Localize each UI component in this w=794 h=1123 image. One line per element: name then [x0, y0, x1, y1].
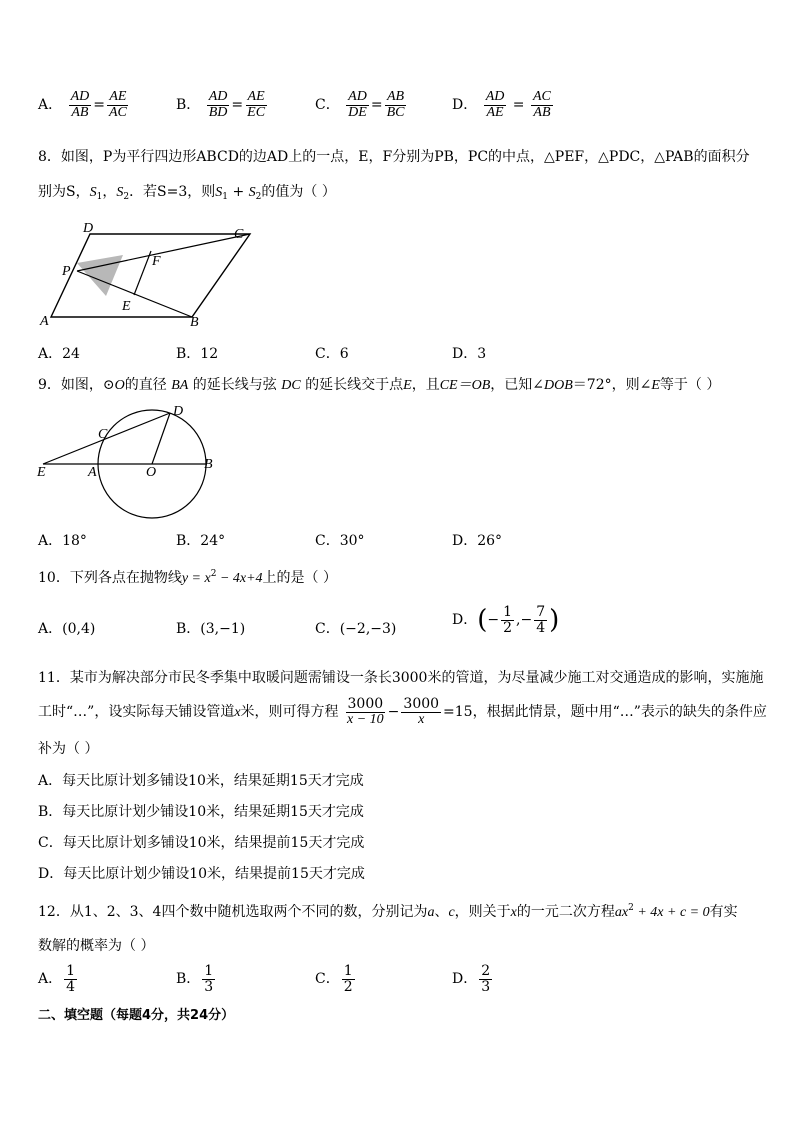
- q8-option-c: C．6: [315, 346, 349, 362]
- fraction: [501, 605, 514, 635]
- text: 等于（ ）: [659, 377, 721, 393]
- text: 别为S，: [38, 184, 90, 200]
- denominator: 3: [204, 978, 214, 995]
- fraction: [342, 964, 355, 994]
- numerator: 1: [503, 604, 513, 620]
- text: −: [387, 704, 400, 721]
- text: 的一元二次方程: [516, 904, 615, 920]
- denominator: BD: [208, 104, 228, 120]
- q12-line1: [38, 901, 738, 921]
- option-label: B．: [176, 621, 201, 637]
- parallelogram-figure: [30, 215, 260, 335]
- label-e: E: [37, 465, 46, 480]
- text: 的直径: [124, 377, 167, 393]
- q11-line1: 11．某市为解决部分市民冬季集中取暖问题需铺设一条长3000米的管道，为尽量减少施工对交通造成的影响，实施施: [38, 670, 764, 686]
- q9-option-b: B．24°: [176, 533, 226, 549]
- text: ,−: [516, 612, 533, 629]
- label-c: C: [234, 227, 244, 242]
- denominator: 4: [536, 619, 546, 636]
- option-label: A．: [38, 971, 63, 988]
- numerator: 1: [204, 963, 214, 979]
- numerator: 3000: [347, 696, 384, 712]
- q10-line: [38, 567, 337, 587]
- numerator: AE: [247, 89, 265, 104]
- q9-option-d: D．26°: [452, 533, 503, 549]
- fraction: [385, 90, 407, 120]
- fraction: [64, 964, 77, 994]
- numerator: 1: [343, 963, 353, 979]
- subscript: 1: [222, 192, 229, 202]
- text: ，且: [411, 377, 440, 393]
- q11-option-c: C．每天比原计划多铺设10米，结果提前15天才完成: [38, 835, 365, 851]
- text: 10．下列各点在抛物线: [38, 570, 182, 586]
- text: 上的是（ ）: [262, 570, 337, 586]
- denominator: 2: [503, 619, 513, 636]
- q10-option-a: [38, 618, 95, 638]
- denominator: x − 10: [347, 711, 384, 727]
- text: 的值为（ ）: [261, 184, 336, 200]
- text: 有实: [709, 904, 738, 920]
- label-e: E: [122, 299, 131, 314]
- symbol: S: [215, 185, 223, 200]
- denominator: x: [418, 711, 425, 727]
- fraction: [346, 90, 369, 120]
- point: (0,4): [62, 621, 96, 637]
- symbol: S: [89, 185, 97, 200]
- option-label: D．: [452, 97, 478, 114]
- text: 米，则可得方程: [240, 704, 339, 721]
- option-label: D．: [452, 971, 478, 988]
- denominator: DE: [348, 104, 367, 120]
- numerator: 3000: [403, 696, 440, 712]
- q12-option-b: [176, 964, 217, 994]
- text: +: [232, 184, 245, 200]
- numerator: 2: [481, 963, 491, 979]
- symbol: x: [234, 705, 241, 721]
- denominator: AE: [486, 104, 504, 120]
- text: 的延长线与弦: [192, 377, 277, 393]
- q7-option-c: C． $\frac{AD}{DE}$ = $\frac{AB}{BC}$: [315, 89, 405, 120]
- text: 、: [434, 904, 449, 920]
- symbol: O: [114, 378, 125, 393]
- text: 9．如图，⊙: [38, 377, 115, 393]
- denominator: BC: [386, 104, 405, 120]
- text: ，则关于: [454, 904, 511, 920]
- symbol: CE＝OB: [439, 378, 491, 393]
- numerator: AD: [70, 89, 90, 104]
- label-b: B: [190, 315, 199, 330]
- q8-option-a: A．24: [38, 346, 80, 362]
- parallelogram-abcd: [51, 234, 250, 317]
- text: 12．从1、2、3、4四个数中随机选取两个不同的数，分别记为: [38, 904, 428, 920]
- option-label: C．: [315, 621, 340, 637]
- q12-option-d: [452, 964, 494, 994]
- subscript: 2: [123, 192, 130, 202]
- denominator: 4: [66, 978, 76, 995]
- denominator: 2: [343, 978, 353, 995]
- q9-option-a: A．18°: [38, 533, 87, 549]
- fraction: [345, 697, 386, 727]
- text: −: [487, 612, 500, 629]
- q10-option-c: [315, 618, 396, 638]
- symbol: DC: [281, 378, 301, 393]
- q12-option-a: [38, 964, 79, 994]
- denominator: EC: [247, 104, 266, 120]
- label-f: F: [152, 254, 161, 269]
- text: ，已知∠: [490, 377, 544, 393]
- label-d: D: [83, 221, 94, 236]
- label-a: A: [88, 465, 97, 480]
- option-label: B．: [176, 971, 201, 988]
- equation: y = x: [181, 571, 211, 586]
- point: (3,−1): [200, 621, 246, 637]
- text: 工时“…”，设实际每天铺设管道: [38, 704, 235, 721]
- point: (−2,−3): [339, 621, 397, 637]
- fraction: [245, 90, 267, 120]
- text: ．若S=3，则: [129, 184, 216, 200]
- circle-figure: [30, 400, 230, 525]
- q12-option-c: [315, 964, 357, 994]
- symbol: a: [427, 905, 435, 920]
- q11-option-b: B．每天比原计划少铺设10米，结果延期15天才完成: [38, 804, 364, 820]
- option-label: C．: [315, 971, 340, 988]
- fraction: [484, 90, 507, 120]
- numerator: AD: [348, 89, 367, 104]
- numerator: AE: [109, 89, 127, 104]
- fraction: [531, 90, 553, 120]
- denominator: 3: [481, 978, 491, 995]
- fraction: [534, 605, 547, 635]
- symbol: c: [448, 905, 455, 920]
- q7-option-d: D． $\frac{AD}{AE}$ = $\frac{AC}{AB}$: [452, 89, 551, 120]
- denominator: AB: [71, 104, 89, 120]
- option-label: D．: [452, 612, 478, 629]
- symbol: DOB: [544, 378, 573, 393]
- label-a: A: [40, 314, 49, 329]
- symbol: S: [116, 185, 124, 200]
- segment-pc: [77, 234, 250, 271]
- shaded-triangle-pef: [77, 255, 123, 296]
- numerator: 7: [536, 604, 546, 620]
- q11-option-a: A．每天比原计划多铺设10米，结果延期15天才完成: [38, 773, 364, 789]
- text: =15，根据此情景，题中用“…”表示的缺失的条件应: [443, 704, 767, 721]
- fraction: [107, 90, 129, 120]
- fraction: [69, 90, 92, 120]
- numerator: 1: [66, 963, 76, 979]
- fraction: [202, 964, 215, 994]
- q9-line: [38, 374, 720, 394]
- q8-option-d: D．3: [452, 346, 487, 362]
- q10-option-d: D．(− $\frac{1}{2}$ ,− $\frac{7}{4}$ ): [452, 604, 560, 636]
- q12-line2: 数解的概率为（ ）: [38, 938, 155, 954]
- label-d: D: [173, 404, 184, 419]
- numerator: AD: [485, 89, 505, 104]
- q11-line2: [38, 697, 767, 727]
- equation: ax: [614, 905, 629, 920]
- q8-line2: [38, 181, 336, 202]
- superscript: 2: [210, 569, 217, 579]
- symbol: E: [651, 378, 660, 393]
- q11-option-d: D．每天比原计划少铺设10米，结果提前15天才完成: [38, 866, 365, 882]
- option-label: A．: [38, 621, 63, 637]
- q9-option-c: C．30°: [315, 533, 365, 549]
- equation: − 4x+4: [216, 571, 263, 586]
- numerator: AD: [208, 89, 228, 104]
- subscript: 1: [96, 192, 103, 202]
- label-o: O: [146, 465, 157, 480]
- symbol: BA: [171, 378, 189, 393]
- numerator: AC: [533, 89, 551, 104]
- text: 的延长线交于点: [305, 377, 404, 393]
- denominator: AC: [108, 104, 127, 120]
- symbol: x: [510, 905, 517, 920]
- label-p: P: [62, 264, 71, 279]
- q11-line3: 补为（ ）: [38, 741, 99, 757]
- denominator: AB: [533, 104, 551, 120]
- q7-option-b: B． $\frac{AD}{BD}$ = $\frac{AE}{EC}$: [176, 89, 266, 120]
- q7-option-a: A． $\frac{AD}{AB}$ = $\frac{AE}{AC}$: [38, 89, 127, 120]
- fraction: [401, 697, 441, 727]
- text: ＝72°，则∠: [572, 377, 652, 393]
- section-heading: 二、填空题（每题4分，共24分）: [38, 1008, 235, 1023]
- numerator: AB: [386, 89, 405, 104]
- label-b: B: [204, 457, 213, 472]
- line-od: [152, 413, 170, 464]
- label-c: C: [98, 427, 108, 442]
- equation: + 4x + c = 0: [633, 905, 710, 920]
- q8-option-b: B．12: [176, 346, 219, 362]
- fraction: [207, 90, 230, 120]
- q10-option-b: [176, 618, 245, 638]
- option-label: A．: [38, 97, 63, 114]
- q8-line1: 8．如图，P为平行四边形ABCD的边AD上的一点，E，F分别为PB，PC的中点，△PEF，△PDC，△PAB的面积分: [38, 149, 750, 165]
- text: ，: [102, 184, 117, 200]
- symbol: E: [403, 378, 412, 393]
- subscript: 2: [255, 192, 262, 202]
- option-label: B．: [176, 97, 201, 114]
- fraction: [479, 964, 492, 994]
- option-label: C．: [315, 97, 340, 114]
- superscript: 2: [628, 903, 634, 913]
- symbol: S: [248, 185, 256, 200]
